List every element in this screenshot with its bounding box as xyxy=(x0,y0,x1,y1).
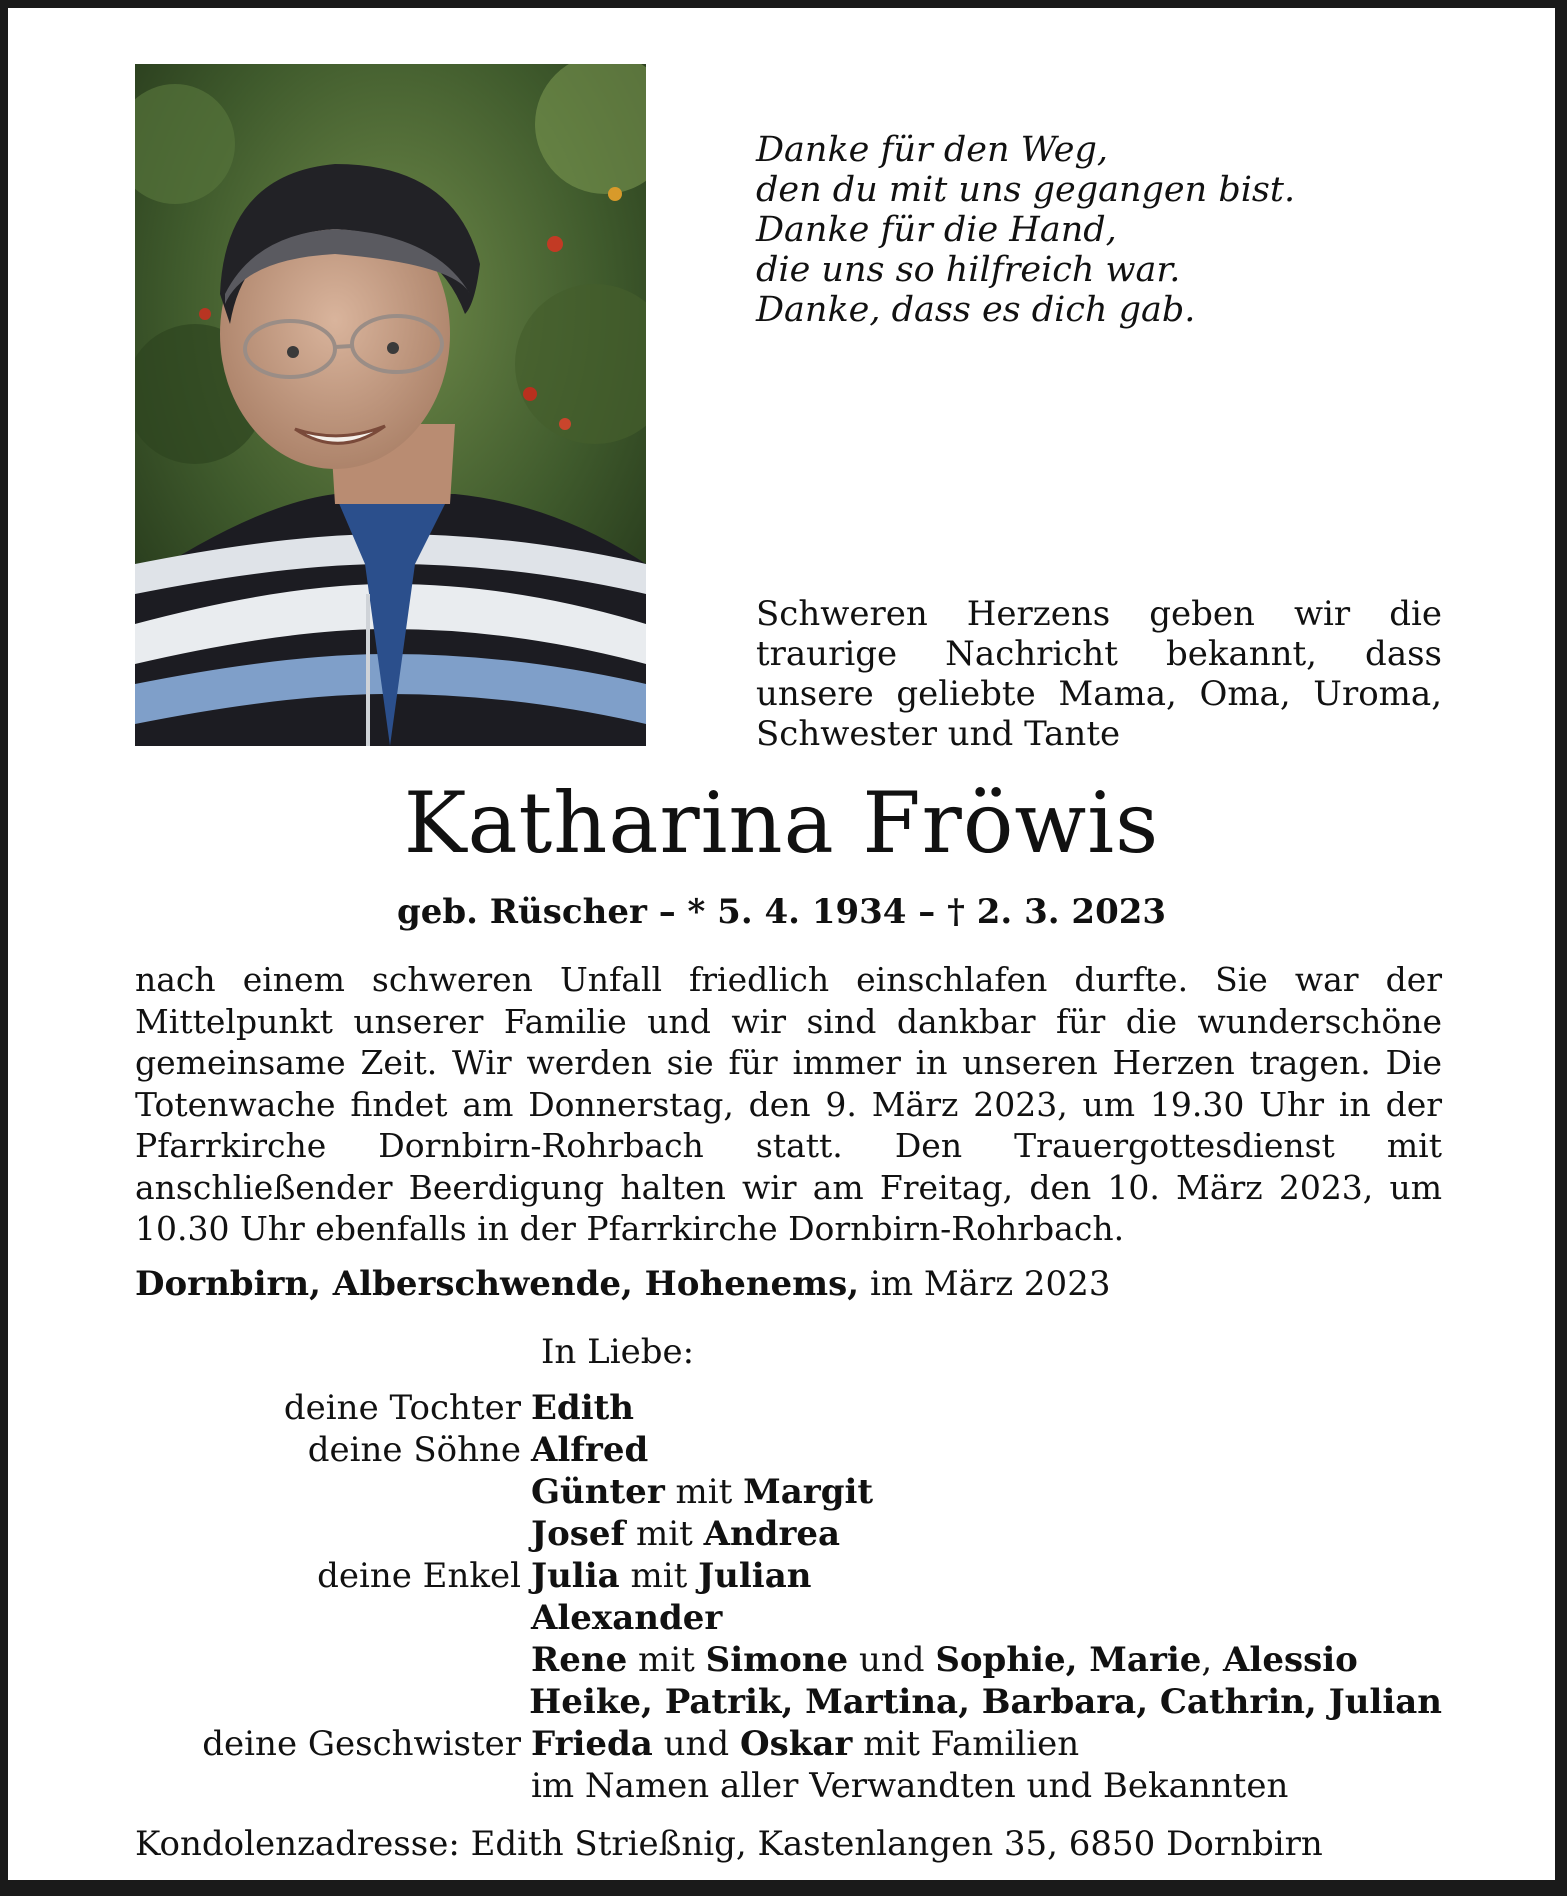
obituary-page xyxy=(4,4,1559,1884)
family-member-name: Alexander xyxy=(531,1598,723,1638)
family-member-name: Oskar xyxy=(740,1724,853,1764)
family-member-name: Simone xyxy=(705,1640,849,1680)
place-date: im März 2023 xyxy=(859,1264,1111,1304)
family-names xyxy=(531,1765,1442,1807)
poem-line: Danke für die Hand, xyxy=(756,210,1117,250)
family-names xyxy=(531,1471,1442,1513)
poem xyxy=(756,130,1295,330)
poem-line: Danke, dass es dich gab. xyxy=(756,290,1196,330)
family-member-name: Josef xyxy=(531,1514,626,1554)
family-role xyxy=(135,1471,531,1513)
condolence-address: Kondolenzadresse: Edith Strießnig, Kastenlangen 35, 6850 Dornbirn xyxy=(135,1824,1323,1864)
family-member-name: Margit xyxy=(743,1472,874,1512)
family-role xyxy=(135,1681,529,1723)
family-role xyxy=(135,1765,531,1807)
family-connector: mit xyxy=(625,1514,704,1554)
family-member-name: Edith xyxy=(531,1388,635,1428)
family-names xyxy=(531,1639,1442,1681)
family-names xyxy=(531,1387,1442,1429)
place-date-line xyxy=(135,1262,1110,1306)
portrait-photo xyxy=(135,64,646,746)
family-connector: mit Familien xyxy=(852,1724,1080,1764)
family-names xyxy=(531,1555,1442,1597)
family-names xyxy=(531,1429,1442,1471)
family-member-name: Sophie, Marie xyxy=(935,1640,1202,1680)
family-role: deine Geschwister xyxy=(202,1724,521,1764)
family-connector: mit xyxy=(664,1472,744,1512)
family-role xyxy=(135,1513,531,1555)
family-role: deine Tochter xyxy=(283,1388,521,1428)
family-connector: mit xyxy=(619,1556,699,1596)
family-names xyxy=(529,1681,1442,1723)
family-names xyxy=(531,1513,1442,1555)
family-member-name: Andrea xyxy=(703,1514,841,1554)
family-row xyxy=(135,1765,1442,1807)
family-member-name: Alfred xyxy=(531,1430,649,1470)
family-member-name: Alessio xyxy=(1223,1640,1358,1680)
family-names xyxy=(531,1723,1442,1765)
birth-death-dates: geb. Rüscher – * 5. 4. 1934 – † 2. 3. 2023 xyxy=(396,892,1167,932)
family-row xyxy=(135,1639,1442,1681)
family-member-name: Heike, Patrik, Martina, Barbara, Cathrin, Julian xyxy=(529,1682,1442,1722)
family-connector: und xyxy=(652,1724,740,1764)
intro-text: Schweren Herzens geben wir die traurige Nachricht bekannt, dass unsere geliebte Mama, Oma, Uroma, Schwester und Tante xyxy=(756,594,1442,754)
family-connector: und xyxy=(848,1640,936,1680)
poem-line: den du mit uns gegangen bist. xyxy=(756,170,1296,210)
poem-line: Danke für den Weg, xyxy=(756,130,1109,170)
family-role: deine Söhne xyxy=(307,1430,521,1470)
family-connector: im Namen aller Verwandten und Bekannten xyxy=(531,1766,1289,1806)
poem-line: die uns so hilfreich war. xyxy=(756,250,1181,290)
family-role xyxy=(135,1639,531,1681)
family-row xyxy=(135,1387,1442,1429)
family-role xyxy=(135,1597,531,1639)
family-list xyxy=(135,1387,1442,1807)
family-row xyxy=(135,1723,1442,1765)
family-row xyxy=(135,1429,1442,1471)
family-row xyxy=(135,1555,1442,1597)
family-row xyxy=(135,1681,1442,1723)
announcement-body: nach einem schweren Unfall friedlich einschlafen durfte. Sie war der Mittelpunkt unserer Familie und wir sind dankbar für die wunderschöne gemeinsame Zeit. Wir werden sie für immer in unseren Herzen tragen. Die Totenwache findet am Donnerstag, den 9. März 2023, um 19.30 Uhr in der Pfarrkirche Dornbirn-Rohrbach statt. Den Trauergottesdienst mit anschließender Beerdigung halten wir am Freitag, den 10. März 2023, um 10.30 Uhr ebenfalls in der Pfarrkirche Dornbirn-Rohrbach. xyxy=(135,960,1442,1248)
family-member-name: Rene xyxy=(531,1640,628,1680)
family-row xyxy=(135,1597,1442,1639)
family-connector: mit xyxy=(627,1640,706,1680)
family-row xyxy=(135,1513,1442,1555)
deceased-name: Katharina Fröwis xyxy=(403,774,1160,872)
family-member-name: Julian xyxy=(698,1556,812,1596)
family-member-name: Julia xyxy=(531,1556,620,1596)
family-row xyxy=(135,1471,1442,1513)
family-names xyxy=(531,1597,1442,1639)
family-member-name: Frieda xyxy=(531,1724,653,1764)
family-member-name: Günter xyxy=(531,1472,665,1512)
family-role: deine Enkel xyxy=(317,1556,521,1596)
family-connector: , xyxy=(1201,1640,1224,1680)
place-towns: Dornbirn, Alberschwende, Hohenems, xyxy=(135,1264,860,1304)
in-liebe-heading: In Liebe: xyxy=(541,1332,695,1372)
